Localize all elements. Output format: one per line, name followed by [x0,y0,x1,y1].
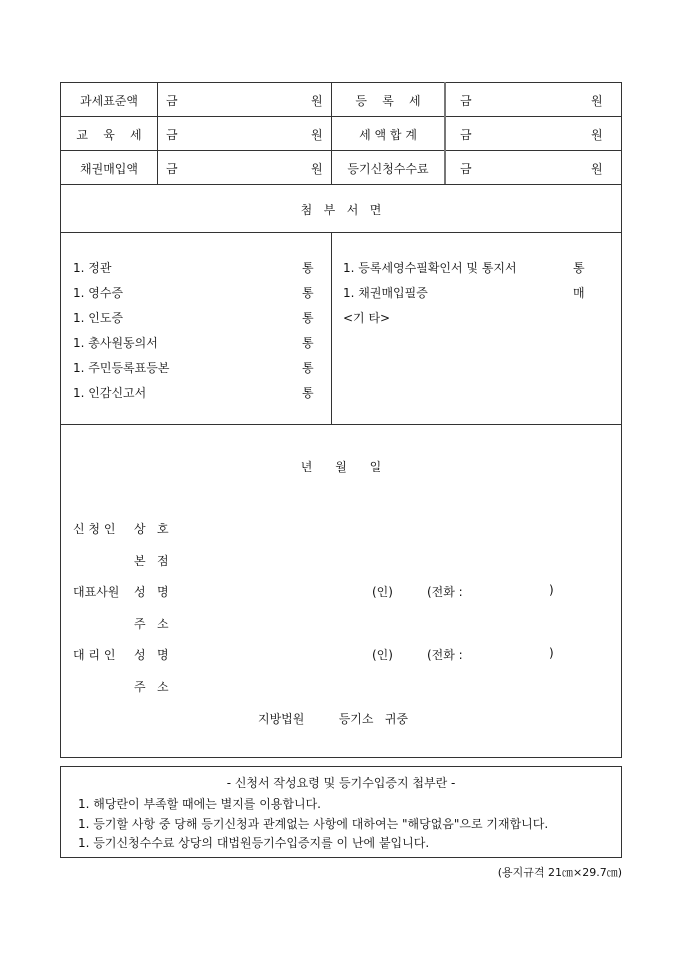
note-item: 1. 등기신청수수료 상당의 대법원등기수입증지를 이 난에 붙입니다. [78,836,430,850]
applicant-role: 대 리 인 [73,648,116,662]
field-label: 성 명 [134,585,169,599]
attachment-item: 1. 주민등록표등본 [73,361,170,375]
field-label: 본 점 [134,553,169,568]
note-item: 1. 등기할 사항 중 당해 등기신청과 관계없는 사항에 대하여는 "해당없음"으로 기재합니다. [78,817,549,831]
currency-unit: 원 [311,162,323,176]
divider [157,82,158,184]
amount-prefix: 금 [460,94,472,108]
fee-label: 등 록 세 [355,94,421,108]
field-label: 주 소 [134,616,169,631]
phone-label: (전화 : [427,648,463,662]
fee-label: 과세표준액 [80,94,138,108]
divider [60,232,622,233]
phone-label: (전화 : [427,585,463,599]
currency-unit: 원 [591,94,603,108]
applicant-role: 신 청 인 [73,522,116,536]
field-label: 성 명 [134,648,169,662]
fee-label: 세 액 합 계 [359,128,417,142]
field-label: 상 호 [134,522,169,536]
divider [444,82,446,184]
fee-label: 등기신청수수료 [347,162,429,176]
amount-prefix: 금 [166,128,178,142]
phone-close: ) [549,583,554,597]
addressee: 지방법원 등기소 귀중 [258,712,409,726]
attachment-unit: 통 [302,386,314,400]
currency-unit: 원 [591,128,603,142]
attachment-unit: 매 [573,286,585,300]
divider [60,184,622,185]
attachment-item: 1. 정관 [73,261,112,275]
paper-size: (용지규격 21㎝×29.7㎝) [497,866,622,879]
note-item: 1. 해당란이 부족할 때에는 별지를 이용합니다. [78,797,321,811]
attachment-item: <기 타> [343,311,391,325]
currency-unit: 원 [591,162,603,176]
attachment-item: 1. 등록세영수필확인서 및 통지서 [343,261,517,275]
amount-prefix: 금 [166,94,178,108]
attachment-item: 1. 인도증 [73,311,124,325]
attachment-unit: 통 [573,261,585,275]
phone-close: ) [549,646,554,660]
date-line: 년 월 일 [300,460,382,474]
fee-label: 채권매입액 [80,162,138,176]
attachment-item: 1. 인감신고서 [73,386,147,400]
currency-unit: 원 [311,128,323,142]
divider [331,82,332,184]
currency-unit: 원 [311,94,323,108]
divider [60,150,622,151]
attachment-item: 1. 총사원동의서 [73,336,158,350]
amount-prefix: 금 [166,162,178,176]
fee-label: 교 육 세 [76,128,142,142]
attachment-unit: 통 [302,361,314,375]
applicant-role: 대표사원 [73,585,120,599]
field-label: 주 소 [134,679,169,694]
divider [60,116,622,117]
seal-mark: (인) [372,585,393,599]
attachment-unit: 통 [302,336,314,350]
divider [331,232,332,424]
amount-prefix: 금 [460,128,472,142]
attachments-title: 첨 부 서 면 [300,203,382,217]
attachment-item: 1. 채권매입필증 [343,286,428,300]
notes-title: - 신청서 작성요령 및 등기수입증지 첩부란 - [226,776,456,790]
attachment-unit: 통 [302,286,314,300]
seal-mark: (인) [372,648,393,662]
attachment-unit: 통 [302,311,314,325]
amount-prefix: 금 [460,162,472,176]
divider [60,424,622,425]
attachment-item: 1. 영수증 [73,286,124,300]
attachment-unit: 통 [302,261,314,275]
